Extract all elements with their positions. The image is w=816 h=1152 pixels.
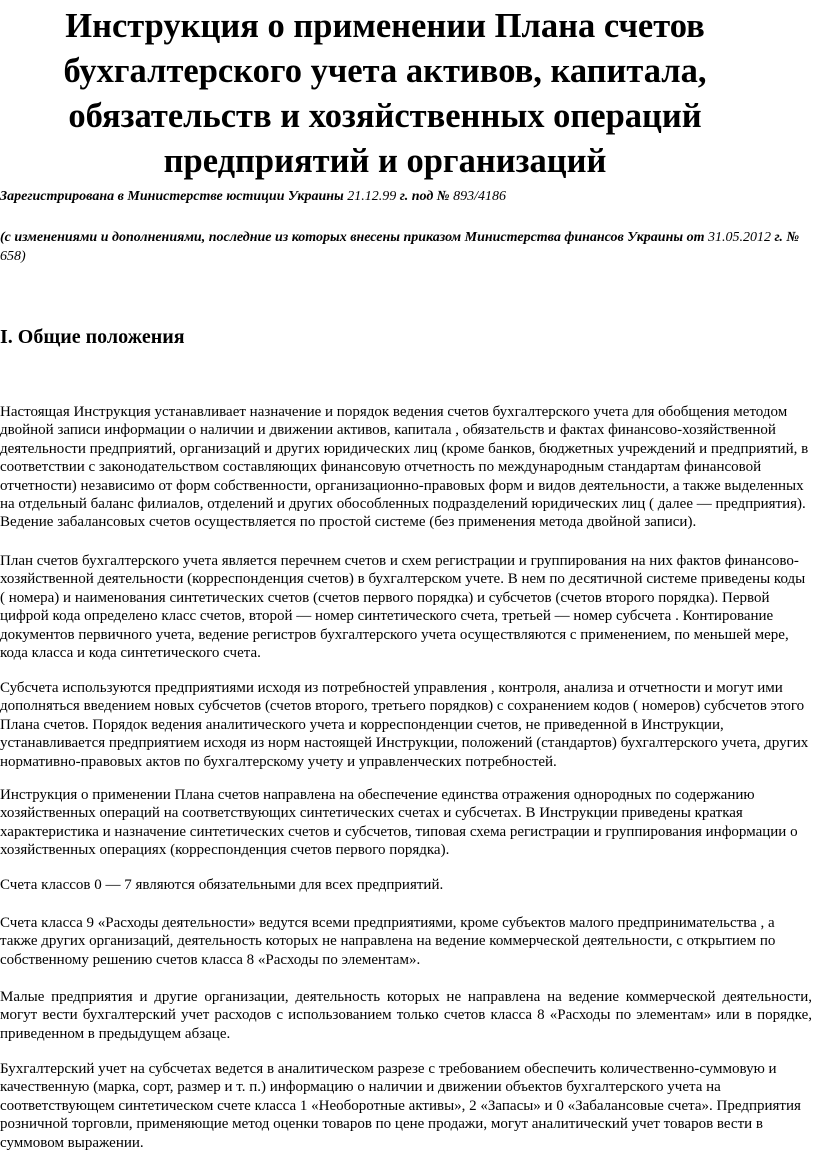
registration-date: 21.12.99 [347, 189, 397, 204]
changes-date: 31.05.2012 [707, 230, 771, 245]
paragraph-5: Счета классов 0 — 7 являются обязательными для всех предприятий. [0, 877, 444, 893]
changes-line [0, 228, 812, 266]
changes-number: 658) [0, 249, 26, 264]
registration-suffix: г. под № [399, 189, 450, 204]
paragraph-8: Бухгалтерский учет на субсчетах ведется в аналитическом разрезе с требованием обеспечить количественно-суммовую и качественную (марка, сорт, размер и т. п.) информацию о наличии и движении объектов бухгалтерского учета на соответствующем синтетическом счете класса 1 «Необоротные активы», 2 «Запасы» и 0 «Забалансовые счета». Предприятия розничной торговли, применяющие метод оценки товаров по цене продажи, могут аналитический учет товаров вести в суммовом выражении. [0, 1061, 801, 1151]
paragraph-1: Настоящая Инструкция устанавливает назначение и порядок ведения счетов бухгалтерского учета для обобщения методом двойной записи информации о наличии и движении активов, капитала , обязательств и фактах финансово-хозяйственной деятельности предприятий, организаций и других юридических лиц (кроме банков, бюджетных учреждений и предприятий, в соответствии с законодательством составляющих финансовую отчетность по международным стандартам финансовой отчетности) независимо от форм собственности, организационно-правовых форм и видов деятельности, а также выделенных на отдельный баланс филиалов, отделений и других обособленных подразделений юридических лиц ( далее — предприятия). Ведение забалансовых счетов осуществляется по простой системе (без применения метода двойной записи). [0, 404, 809, 531]
paragraph-7: Малые предприятия и другие организации, деятельность которых не направлена на ведение коммерческой деятельности, могут вести бухгалтерский учет расходов с использованием только счетов класса 8 «Расходы по элементам» или в порядке, приведенном в предыдущем абзаце. [0, 989, 812, 1042]
section-heading: I. Общие положения [0, 326, 185, 348]
document-title: Инструкция о применении Плана счетов бухгалтерского учета активов, капитала, обязательств и хозяйственных операций предприятий и организаций [63, 7, 707, 180]
changes-label-part1: (с изменениями и дополнениями [0, 230, 202, 245]
changes-suffix: г. № [774, 230, 800, 245]
paragraph-3: Субсчета используются предприятиями исходя из потребностей управления , контроля, анализа и отчетности и могут ими дополняться введением новых субсчетов (счетов второго, третьего порядков) с сохранением кодов ( номеров) субсчетов этого Плана счетов. Порядок ведения аналитического учета и корреспонденции счетов, не приведенной в Инструкции, устанавливается предприятием исходя из норм настоящей Инструкции, положений (стандартов) бухгалтерского учета, других нормативно-правовых актов по бухгалтерскому учету и управленческих потребностей. [0, 680, 809, 770]
paragraph-4: Инструкция о применении Плана счетов направлена на обеспечение единства отражения однородных по содержанию хозяйственных операций на соответствующих синтетических счетах и субсчетах. В Инструкции приведены краткая характеристика и назначение синтетических счетов и субсчетов, типовая схема регистрации и группирования информации о хозяйственных операциях (корреспонденция счетов первого порядка). [0, 787, 798, 859]
registration-label: Зарегистрирована в Министерстве юстиции Украины [0, 189, 344, 204]
paragraph-6: Счета класса 9 «Расходы деятельности» ведутся всеми предприятиями, кроме субъектов малого предпринимательства , а также других организаций, деятельность которых не направлена на ведение коммерческой деятельности, с открытием по собственному решению счетов класса 8 «Расходы по элементам». [0, 915, 776, 968]
changes-label-part2: , последние из которых внесены приказом Министерства финансов Украины от [201, 230, 705, 245]
registration-number: 893/4186 [453, 189, 506, 204]
paragraph-2: План счетов бухгалтерского учета является перечнем счетов и схем регистрации и группирования на них фактов финансово-хозяйственной деятельности (корреспонденция счетов) в бухгалтерском учете. В нем по десятичной системе приведены коды ( номера) и наименования синтетических счетов (счетов первого порядка) и субсчетов (счетов второго порядка). Первой цифрой кода определено класс счетов, второй — номер синтетического счета, третьей — номер субсчета . Контирование документов первичного учета, ведение регистров бухгалтерского учета осуществляются с применением, по меньшей мере, кода класса и кода синтетического счета. [0, 553, 806, 662]
registration-line [0, 187, 812, 206]
